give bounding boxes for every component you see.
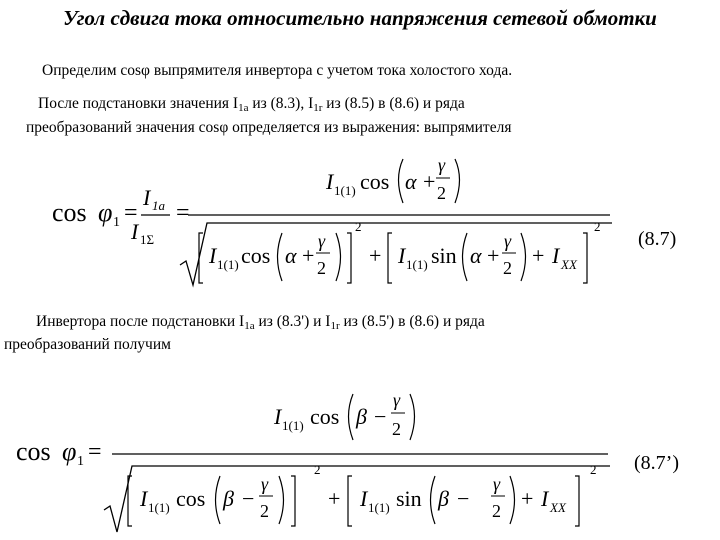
formula-8-7 [0,145,720,295]
subscript-1sigma: 1Σ [140,232,155,247]
subscript-1: 1 [113,215,120,230]
paragraph-3-text-c: из (8.5') в (8.6) и ряда [339,313,485,330]
paragraph-2-line-1 [38,95,465,114]
den2-two: 2 [503,258,512,278]
paragraph-1: Определим cosφ выпрямителя инвертора с учетом тока холостого хода. [42,62,513,79]
f2-den1-paren-left [216,476,221,524]
f2-den-plus: + [328,486,341,511]
page-title: Угол сдвига тока относительно напряжения сетевой обмотки [63,6,657,30]
f2-num-gamma: γ [393,390,401,410]
paragraph-2-text-b: из (8.3), I [248,95,314,112]
den2-plus: + [487,243,500,268]
f2-den1-subscript: 1(1) [148,500,170,515]
f2-den1-minus: − [242,486,255,511]
den2-subscript: 1(1) [406,257,428,272]
num-cos: cos [360,169,390,194]
f2-den1-cos: cos [176,486,206,511]
subscript-1-2: 1 [77,454,84,469]
num-paren-right [455,159,460,203]
den1-alpha: α [285,243,297,268]
paragraph-3-line-1 [36,313,485,332]
f2-bracket-2-left [348,476,352,526]
paragraph-2-subscript-1: 1a [238,102,249,114]
bracket-2-right [583,233,587,283]
f2-den2-plus-ixx: + [521,486,534,511]
f2-ixx-current: I [541,486,549,511]
f2-den2-current: I [360,486,368,511]
f2-den2-paren-left [431,476,436,524]
den1-paren-right [336,233,341,281]
paragraph-2-line-2: преобразований значения cosφ определяется из выражения: выпрямителя [26,119,512,136]
ixx-subscript: XX [561,257,577,272]
current-i1sigma: I [131,219,139,244]
den2-plus-ixx: + [532,243,545,268]
cos-label: cos [52,198,87,227]
f2-num-paren-right [410,394,415,440]
f2-num-beta: β [356,404,367,429]
f2-num-two: 2 [392,419,401,439]
num-alpha: α [405,169,417,194]
den2-gamma: γ [504,231,512,251]
den1-cos: cos [241,243,271,268]
f2-num-subscript: 1(1) [282,418,304,433]
paragraph-3-subscript-1: 1a [244,320,255,332]
paragraph-2-text-a: После подстановки значения I [38,95,239,112]
paragraph-3-subscript-2: 1r [330,320,340,332]
paragraph-2-subscript-2: 1r [313,102,323,114]
den1-gamma: γ [318,231,326,251]
equals-sign-2: = [176,200,190,226]
den1-subscript: 1(1) [217,257,239,272]
f2-den1-two: 2 [260,501,269,521]
paragraph-3-line-2: преобразований получим [4,336,171,353]
f2-num-minus: − [374,404,387,429]
f2-den2-sin: sin [396,486,422,511]
ixx-current: I [552,243,560,268]
f2-den2-two: 2 [492,501,501,521]
paragraph-3-text-b: из (8.3') и I [254,313,331,330]
f2-den2-subscript: 1(1) [368,500,390,515]
phi-symbol: φ [98,198,113,227]
num-plus: + [423,169,436,194]
f2-den1-gamma: γ [261,474,269,494]
bracket-1-right [347,233,351,283]
equals-sign-f2: = [88,439,102,465]
f2-bracket-2-right [575,476,579,526]
f2-num-cos: cos [310,404,340,429]
num-two: 2 [437,183,446,203]
num-paren-left [399,159,404,203]
den1-square: 2 [355,219,362,234]
den1-two: 2 [317,258,326,278]
bracket-2-left [388,233,392,283]
den2-alpha: α [470,243,482,268]
f2-den1-beta: β [223,486,234,511]
paragraph-3-text-a: Инвертора после подстановки I [36,313,245,330]
f2-bracket-1-right [291,476,295,526]
cos-label-2: cos [16,437,51,466]
subscript-1a: 1a [152,198,165,213]
equation-number-8-7-prime: (8.7’) [634,452,679,474]
num-subscript: 1(1) [334,183,356,198]
paragraph-2-text-c: из (8.5) в (8.6) и ряда [322,95,465,112]
f2-den2-gamma: γ [493,474,501,494]
f2-den2-beta: β [438,486,449,511]
num-current: I [326,169,334,194]
den2-current: I [398,243,406,268]
f2-bracket-1-left [128,476,132,526]
formula-8-7-prime [0,378,720,538]
f2-num-paren-left [349,394,354,440]
den1-paren-left [278,233,283,281]
f2-den2-paren-right [510,476,515,524]
f2-den2-square: 2 [590,462,597,477]
den2-paren-left [463,233,468,281]
den-plus: + [369,243,382,268]
f2-den2-minus: − [457,486,470,511]
current-i1a: I [143,185,151,210]
f2-ixx-subscript: XX [550,500,566,515]
f2-den1-square: 2 [314,462,321,477]
den1-current: I [209,243,217,268]
equation-number-8-7: (8.7) [638,228,677,250]
equals-sign: = [124,200,138,226]
f2-den1-current: I [140,486,148,511]
den1-plus: + [302,243,315,268]
den2-paren-right [521,233,526,281]
den2-sin: sin [431,243,457,268]
f2-num-current: I [274,404,282,429]
den2-square: 2 [594,219,601,234]
f2-den1-paren-right [279,476,284,524]
num-gamma: γ [438,155,446,175]
phi-symbol-2: φ [62,437,77,466]
